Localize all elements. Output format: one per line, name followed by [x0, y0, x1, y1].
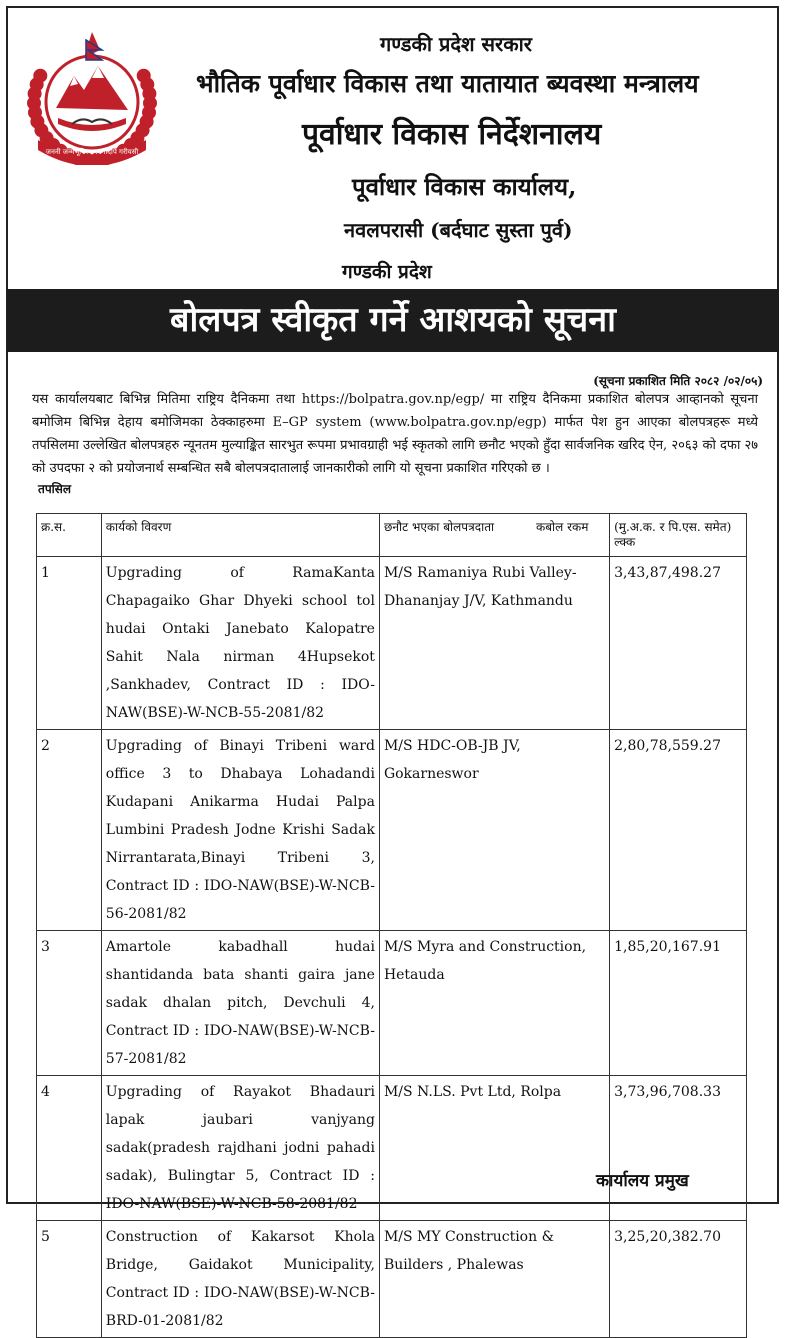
row-bidder: M/S HDC-OB-JB JV, Gokarneswor	[379, 730, 609, 931]
table-header-row	[37, 514, 747, 557]
province-name: गण्डकी प्रदेश	[342, 261, 432, 283]
row-sn: 3	[37, 931, 102, 1076]
row-description: Upgrading of RamaKanta Chapagaiko Ghar Dhyeki school tol hudai Ontaki Janebato Kalopatre Sahit Nala nirman 4Hupsekot ,Sankhadev, Contract ID : IDO-NAW(BSE)-W-NCB-55-2081/82	[101, 557, 379, 730]
emblem-petal	[33, 69, 47, 83]
table-row	[37, 931, 747, 1076]
header-description: कार्यको विवरण	[101, 514, 379, 557]
header-bidder	[379, 514, 609, 557]
district-name: नवलपरासी (बर्दघाट सुस्ता पुर्व)	[344, 218, 573, 242]
row-bidder: M/S MY Construction & Builders , Phalewas	[379, 1221, 609, 1338]
notice-title: बोलपत्र स्वीकृत गर्ने आशयको सूचना	[7, 289, 779, 352]
row-amount: 3,73,96,708.33	[610, 1076, 747, 1221]
row-bidder: M/S Ramaniya Rubi Valley-Dhananjay J/V, Kathmandu	[379, 557, 609, 730]
header-bidder-label: छनौट भएका बोलपत्रदाता	[383, 520, 495, 534]
row-amount: 3,43,87,498.27	[610, 557, 747, 730]
row-amount: 3,25,20,382.70	[610, 1221, 747, 1338]
row-bidder: M/S N.LS. Pvt Ltd, Rolpa	[379, 1076, 609, 1221]
awarded-bids-table	[36, 513, 747, 1338]
header-amount-note: (मु.अ.क. र पि.एस. समेत) ल्क्क	[610, 514, 747, 557]
row-sn: 4	[37, 1076, 102, 1221]
table-row	[37, 1076, 747, 1221]
row-sn: 2	[37, 730, 102, 931]
row-bidder: M/S Myra and Construction, Hetauda	[379, 931, 609, 1076]
office-chief-signature: कार्यालय प्रमुख	[596, 1171, 689, 1191]
table-row	[37, 557, 747, 730]
row-amount: 1,85,20,167.91	[610, 931, 747, 1076]
row-sn: 5	[37, 1221, 102, 1338]
header-sn: क्र.स.	[37, 514, 102, 557]
notice-body: यस कार्यालयबाट बिभिन्न मितिमा राष्ट्रिय दैनिकमा तथा https://bolpatra.gov.np/egp/ मा राष्ट्रिय दैनिकमा प्रकाशित बोलपत्र आव्हानको सूचना बमोजिम बिभिन्न देहाय बमोजिमका ठेक्काहरुमा E–GP system (www.bolpatra.gov.np/egp) मार्फत पेश हुन आएका बोलपत्रहरू मध्ये तपसिलमा उल्लेखित बोलपत्रहरु न्यूनतम मुल्याङ्कित सारभुत रूपमा प्रभावग्राही भई स्कृतको लागि छनौट भएको हुँदा सार्वजनिक खरिद ऐन, २०६३ को दफा २७ को उपदफा २ को प्रयोजनार्थ सम्बन्धित सबै बोलपत्रदातालाई जानकारीको लागि यो सूचना प्रकाशित गरिएको छ ।	[32, 392, 758, 476]
office-name: पूर्वाधार विकास कार्यालय,	[352, 172, 577, 201]
header-amount-label: कबोल रकम	[535, 520, 589, 534]
row-description: Amartole kabadhall hudai shantidanda bata shanti gaira jane sadak dhalan pitch, Devchuli 4, Contract ID : IDO-NAW(BSE)-W-NCB-57-2081/82	[101, 931, 379, 1076]
row-sn: 1	[37, 557, 102, 730]
row-amount: 2,80,78,559.27	[610, 730, 747, 931]
row-description: Upgrading of Rayakot Bhadauri lapak jaubari vanjyang sadak(pradesh rajdhani jodni pahadi sadak), Bulingtar 5, Contract ID : IDO-NAW(BSE)-W-NCB-58-2081/82	[101, 1076, 379, 1221]
nepal-emblem-icon	[22, 20, 162, 165]
row-description: Upgrading of Binayi Tribeni ward office 3 to Dhabaya Lohadandi Kudapani Anikarma Hudai Palpa Lumbini Pradesh Jodne Krishi Sadak Nirrantarata,Binayi Tribeni 3, Contract ID : IDO-NAW(BSE)-W-NCB-56-2081/82	[101, 730, 379, 931]
table-row	[37, 1221, 747, 1338]
ministry-name: भौतिक पूर्वाधार विकास तथा यातायात ब्यवस्था मन्त्रालय	[196, 69, 699, 98]
svg-text:जननी जन्मभूमिश्च स्वर्गादपि गर: जननी जन्मभूमिश्च स्वर्गादपि गरीयसी	[45, 148, 139, 156]
table-row	[37, 730, 747, 931]
government-name: गण्डकी प्रदेश सरकार	[380, 32, 532, 56]
directorate-name: पूर्वाधार विकास निर्देशनालय	[302, 117, 602, 152]
row-description: Construction of Kakarsot Khola Bridge, Gaidakot Municipality, Contract ID : IDO-NAW(BSE)-W-NCB-BRD-01-2081/82	[101, 1221, 379, 1338]
schedule-label: तपसिल	[38, 482, 72, 496]
published-date: (सूचना प्रकाशित मिति २०८२ /०२/०५)	[593, 374, 763, 388]
